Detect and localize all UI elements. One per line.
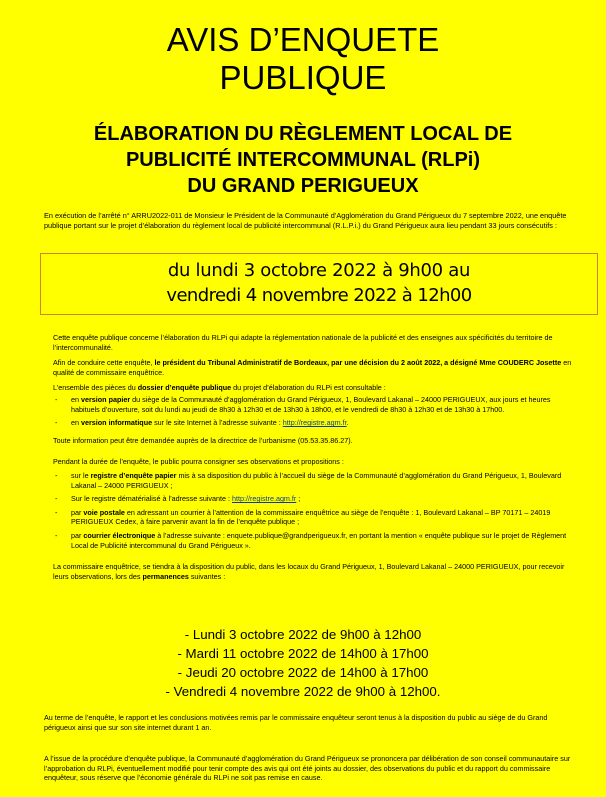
bold-text: permanences bbox=[142, 571, 189, 581]
observations-list bbox=[53, 471, 576, 550]
list-item: - Vendredi 4 novembre 2022 de 9h00 à 12h00. bbox=[165, 684, 441, 699]
text: Afin de conduire cette enquête, bbox=[53, 358, 155, 368]
subtitle-line-1: ÉLABORATION DU RÈGLEMENT LOCAL DE bbox=[93, 123, 513, 145]
page-title bbox=[0, 21, 606, 97]
paragraph-commissioner bbox=[53, 358, 576, 377]
bold-text: version papier bbox=[81, 394, 131, 404]
list-item bbox=[53, 531, 576, 550]
text: du projet d’élaboration du RLPi est consultable : bbox=[231, 383, 386, 393]
text: Sur le registre dématérialisé à l’adresse suivante : bbox=[71, 494, 232, 504]
paragraph-observations: Pendant la durée de l’enquête, le public pourra consigner ses observations et propositions : bbox=[53, 457, 344, 467]
list-item bbox=[53, 508, 576, 527]
bold-text: registre d’enquête papier bbox=[90, 470, 177, 480]
text: à l’adresse suivante : enquete.publique@grandperigueux.fr, en portant la mention « enquête publique sur le projet de Règlement Local de Publicité intercommunal du Grand Périgueux ». bbox=[71, 530, 567, 550]
text: en adressant un courrier à l’attention de la commissaire enquêtrice au siège de l’enquête : 1, Boulevard Lakanal – BP 70171 – 24019 PERIGUEUX Cedex, à faire parvenir avant la fin de l’enquête publique ; bbox=[71, 507, 551, 527]
list-item bbox=[53, 395, 576, 414]
text: sur le site Internet à l’adresse suivante : bbox=[152, 418, 283, 428]
body-text bbox=[53, 333, 576, 587]
paragraph-dossier bbox=[53, 383, 576, 393]
text: en qualité de commissaire enquêtrice. bbox=[53, 358, 572, 377]
text: La commissaire enquêtrice, se tiendra à la disposition du public, dans les locaux du Grand Périgueux, 1, Boulevard Lakanal – 24000 PERIGUEUX, pour recevoir leurs observations, lors des bbox=[53, 562, 565, 581]
subtitle-line-2: PUBLICITÉ INTERCOMMUNAL (RLPi) bbox=[125, 149, 481, 171]
paragraph-purpose: Cette enquête publique concerne l’élaboration du RLPi qui adapte la réglementation nationale de la publicité et des enseignes aux spécificités du territoire de l’intercommunalité. bbox=[53, 333, 553, 352]
text: en bbox=[71, 418, 81, 428]
bold-text: le président du Tribunal Administratif de Bordeaux, par une décision du 2 août 2022, a désigné Mme COUDERC Josette bbox=[154, 358, 562, 368]
text: sur le bbox=[71, 470, 91, 480]
list-item: - Lundi 3 octobre 2022 de 9h00 à 12h00 bbox=[184, 627, 422, 642]
list-item bbox=[53, 471, 576, 490]
registre-link[interactable]: http://registre.agm.fr bbox=[282, 418, 347, 428]
page-subtitle bbox=[0, 121, 606, 199]
text: mis à sa disposition du public à l’accueil du siège de la Communauté d’agglomération du Grand Périgueux, 1, Boulevard Lakanal – 24000 PERIGUEUX ; bbox=[71, 470, 562, 490]
paragraph-permanences bbox=[53, 562, 576, 581]
dates-line-2: vendredi 4 novembre 2022 à 12h00 bbox=[166, 285, 472, 306]
permanences-list bbox=[0, 625, 606, 701]
title-line-2: PUBLIQUE bbox=[219, 59, 387, 96]
text: du siège de la Communauté d’agglomération du Grand Périgueux, 1, Boulevard Lakanal – 24000 PERIGUEUX, aux jours et heures habituels d’ouverture, soit du lundi au jeudi de 8h30 à 12h30 et de 13h30 à 18h00, et le vendredi de 8h30 à 12h30 et de 13h30 à 17h00. bbox=[71, 394, 551, 414]
bold-text: version informatique bbox=[81, 418, 153, 428]
text: L’ensemble des pièces du bbox=[53, 383, 138, 393]
list-item bbox=[53, 494, 576, 504]
text: en bbox=[71, 394, 81, 404]
bold-text: courrier électronique bbox=[83, 530, 156, 540]
dates-line-1: du lundi 3 octobre 2022 à 9h00 au bbox=[167, 260, 471, 281]
list-item bbox=[53, 418, 576, 428]
text: par bbox=[71, 530, 84, 540]
paragraph-info: Toute information peut être demandée auprès de la directrice de l’urbanisme (05.53.35.86.27). bbox=[53, 435, 353, 445]
bold-text: voie postale bbox=[83, 507, 125, 517]
text: par bbox=[71, 507, 84, 517]
intro-paragraph: En exécution de l’arrêté n° ARRU2022-011 de Monsieur le Président de la Communauté d’Agglomération du Grand Périgueux du 7 septembre 2022, une enquête publique portant sur le projet d’élaboration du règlement local de publicité intercommunal (R.L.P.i.) du Grand Périgueux aura lieu pendant 33 jours consécutifs : bbox=[44, 211, 567, 230]
list-item: - Jeudi 20 octobre 2022 de 14h00 à 17h00 bbox=[177, 665, 429, 680]
registre-link[interactable]: http://registre.agm.fr bbox=[232, 494, 297, 504]
consultation-list bbox=[53, 395, 576, 428]
text: . bbox=[346, 418, 349, 428]
title-line-1: AVIS D’ENQUETE bbox=[166, 21, 440, 58]
footer-approval-paragraph: A l’issue de la procédure d’enquête publique, la Communauté d’agglomération du Grand Périgueux se prononcera par délibération de son conseil communautaire sur l’approbation du RLPi, éventuellement modifié pour tenir compte des avis qui ont été joints au dossier, des observations du public et du rapport du commissaire enquêteur, sous réserve que l’économie générale du RLPi ne soit pas remise en cause. bbox=[44, 754, 571, 783]
text: suivantes : bbox=[188, 571, 226, 581]
bold-text: dossier d’enquête publique bbox=[137, 383, 232, 393]
subtitle-line-3: DU GRAND PERIGUEUX bbox=[187, 175, 419, 197]
list-item: - Mardi 11 octobre 2022 de 14h00 à 17h00 bbox=[177, 646, 429, 661]
text: ; bbox=[296, 494, 301, 504]
inquiry-dates-box bbox=[40, 253, 598, 315]
footer-report-paragraph: Au terme de l’enquête, le rapport et les conclusions motivées remis par le commissaire enquêteur seront tenus à la disposition du public au siège de du Grand périgueux ainsi que sur son site internet durant 1 an. bbox=[44, 713, 548, 732]
